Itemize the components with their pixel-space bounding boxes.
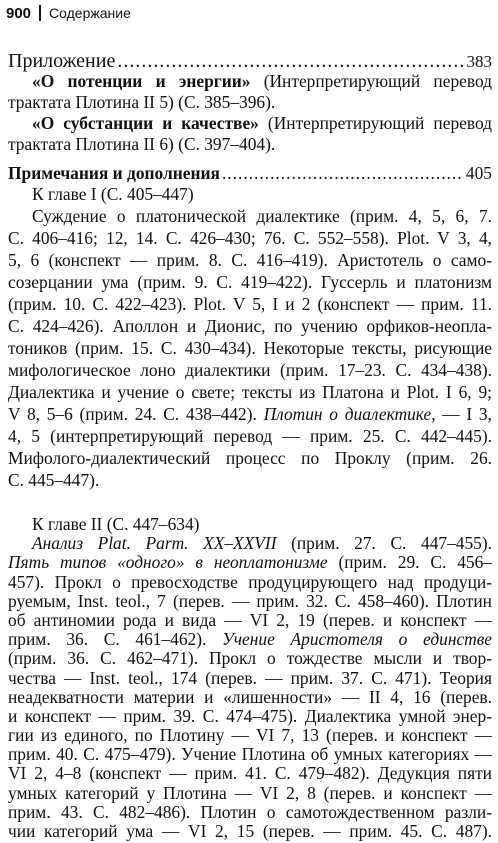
text-span: прим. 36. С. 461–462).: [8, 629, 223, 650]
text-span: — I 3,: [435, 404, 492, 424]
text-line: руемым, Inst. teol., 7 (перев. — прим. 32. С. 458–460). Плотин: [8, 590, 492, 611]
toc-page: 383: [466, 52, 492, 71]
appendix-item-1-cont: трактата Плотина II 5) (С. 385–396).: [8, 92, 276, 112]
text-line: 4, 5 (интерпретирующий перевод — прим. 25. С. 442–445).: [8, 426, 492, 446]
header-divider: [39, 5, 41, 21]
toc-leader-dots: [117, 50, 464, 73]
text-line: [8, 630, 492, 649]
appendix-item-title: «О субстанции и качестве»: [32, 113, 259, 133]
appendix-item-2: [32, 113, 492, 134]
text-line: прим. 43. С. 482–486). Плотин о самотождественном разли-: [8, 801, 492, 822]
appendix-item-2-cont: трактата Плотина II 6) (С. 397–404).: [8, 134, 276, 154]
text-line: (прим. 10. С. 422–423). Plot. V 5, I и 2 (конспект — прим. 11.: [8, 294, 492, 314]
italic-title: Плотин о диалектике,: [263, 404, 436, 424]
text-line: об антиномии рода и вида — VI 2, 19 (перев. и конспект —: [8, 609, 492, 630]
text-line: (прим. 36. С. 462–471). Прокл о тождестве мысли и твор-: [8, 648, 492, 669]
italic-title: Учение Аристотеля о единстве: [222, 629, 492, 650]
text-line: прим. 40. С. 475–479). Учение Плотина об умных категориях —: [8, 744, 492, 765]
text-line: [8, 404, 492, 425]
text-line: чии категорий ума — VI 2, 15 (перев. — прим. 45. С. 487).: [8, 821, 492, 841]
toc-page: 405: [465, 163, 492, 183]
text-line: 457). Прокл о превосходстве продуцирующего над продуци-: [8, 571, 492, 592]
toc-label: Приложение: [8, 50, 116, 72]
text-line: чества — Inst. teol., 174 (перев. — прим. 37. С. 471). Теория: [8, 667, 492, 688]
text-span: (прим. 27. С. 447–455).: [276, 533, 492, 554]
text-line: созерцании ума (прим. 9. С. 419–422). Гуссерль и платонизм: [8, 272, 492, 292]
chapter-heading: К главе II (С. 447–634): [32, 514, 200, 534]
text-line: С. 445–447).: [8, 470, 100, 490]
running-title: Содержание: [49, 5, 131, 21]
running-header: [6, 2, 131, 24]
text-line: С. 406–416; 12, 14. С. 426–430; 76. С. 552–558). Plot. V 3, 4,: [8, 228, 492, 248]
text-line: Суждение о платонической диалектике (прим. 4, 5, 6, 7.: [32, 206, 492, 226]
page-number: 900: [6, 4, 32, 22]
text-span: V 8, 5–6 (прим. 24. С. 438–442).: [8, 404, 264, 424]
toc-leader-dots: [222, 163, 464, 184]
appendix-item-title: «О потенции и энергии»: [32, 71, 251, 91]
toc-entry-appendix[interactable]: [8, 50, 492, 73]
text-line: [32, 534, 492, 553]
text-line: неадекватности материи и «лишенности» — II 4, 16 (перев.: [8, 686, 492, 707]
text-line: VI 2, 4–8 (конспект — прим. 41. С. 479–482). Дедукция пяти: [8, 763, 492, 784]
italic-title: Анализ Plat. Parm. XX–XXVII: [32, 533, 277, 554]
appendix-item-desc: (Интерпретирующий перевод: [258, 113, 492, 133]
text-line: Мифолого-диалектический процесс по Проклу (прим. 26.: [8, 448, 492, 468]
text-line: Диалектика и учение о свете; тексты из Платона и Plot. I 6, 9;: [8, 382, 492, 402]
text-span: (прим. 29. С. 456–: [327, 552, 493, 573]
toc-entry-notes[interactable]: [8, 163, 492, 184]
toc-label: Примечания и дополнения: [8, 163, 220, 183]
text-line: С. 424–426). Аполлон и Дионис, по учению орфиков-неопла-: [8, 316, 492, 336]
text-line: тоников (прим. 15. С. 430–434). Некоторые тексты, рисующие: [8, 338, 492, 358]
text-line: умных категорий у Плотина — VI 2, 8 (перев. и конспект —: [8, 782, 492, 803]
text-line: мифологическое лоно диалектики (прим. 17–23. С. 434–438).: [8, 360, 492, 380]
chapter-heading: К главе I (С. 405–447): [32, 184, 194, 204]
text-line: и конспект — прим. 39. С. 474–475). Диалектика умной энер-: [8, 705, 492, 726]
text-line: 5, 6 (конспект — прим. 8. С. 416–419). Аристотель о само-: [8, 250, 492, 270]
italic-title: Пять типов «одного» в неоплатонизме: [8, 552, 328, 573]
text-line: гии из единого, по Плотину — VI 7, 13 (перев. и конспект —: [8, 725, 492, 746]
appendix-item-desc: (Интерпретирующий перевод: [250, 71, 493, 91]
text-line: [8, 553, 492, 572]
appendix-item-1: [32, 71, 492, 92]
